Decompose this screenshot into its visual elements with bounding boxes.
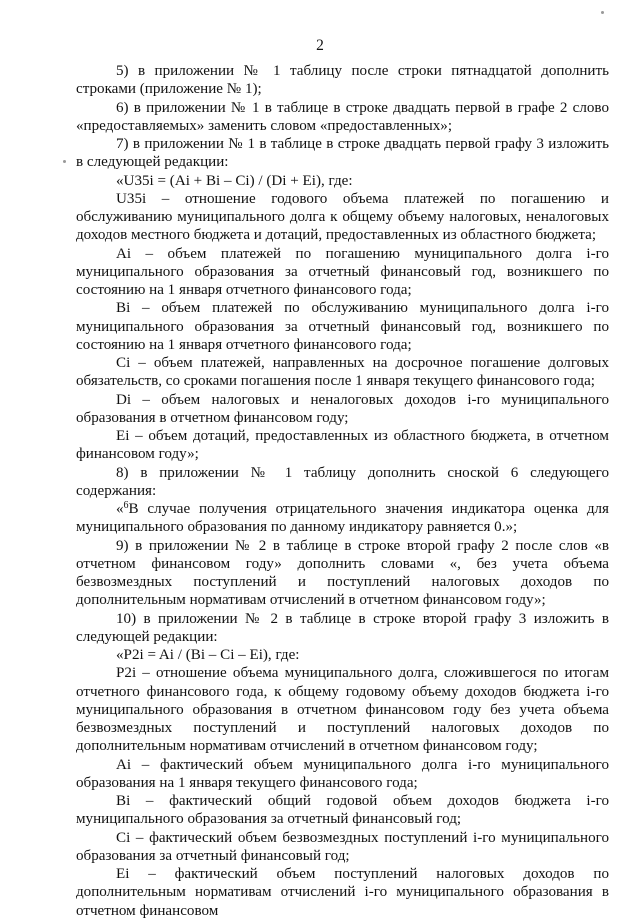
definition-ai-2: Ai – фактический объем муниципального долга i-го муниципального образования на 1 января текущего финансового года;: [76, 756, 609, 791]
definition-bi-2: Bi – фактический общий годовой объем доходов бюджета i-го муниципального образования за отчетный финансовый год;: [76, 793, 609, 828]
scan-speck: [63, 160, 66, 163]
formula-u35i: «U35i = (Ai + Bi – Ci) / (Di + Ei), где:: [116, 172, 353, 189]
paragraph-item-5: 5) в приложении № 1 таблицу после строки пятнадцатой дополнить строками (приложение № 1);: [76, 63, 609, 98]
definition-bi: Bi – объем платежей по обслуживанию муниципального долга i-го муниципального образования за отчетный финансовый год, возникшего по состоянию на 1 января отчетного финансового года;: [76, 300, 609, 353]
footnote-marker: 6: [123, 500, 129, 511]
paragraph-item-7: 7) в приложении № 1 в таблице в строке двадцать первой графу 3 изложить в следующей редакции:: [76, 136, 609, 171]
footnote-text: «$^6$В случае получения отрицательного значения индикатора оценка для муниципального образования по данному индикатору равняется 0.»;: [76, 500, 609, 536]
document-body: [76, 62, 609, 920]
definition-ei-2: Ei – фактический объем поступлений налоговых доходов по дополнительным нормативам отчислений i-го муниципального образования в отчетном финансовом: [76, 866, 609, 919]
definition-p2i: P2i – отношение объема муниципального долга, сложившегося по итогам отчетного финансового года, к общему годовому объему доходов бюджета i-го муниципального образования в отчетном финансовом году без учета объема безвозмездных поступлений и поступлений налоговых доходов по дополнительным нормативам отчислений в отчетном финансовом году;: [76, 665, 609, 755]
paragraph-item-6: 6) в приложении № 1 в таблице в строке двадцать первой в графе 2 слово «предоставляемых» заменить словом «предоставленных»;: [76, 99, 609, 134]
definition-ci: Ci – объем платежей, направленных на досрочное погашение долговых обязательств, со сроками погашения после 1 января текущего финансового года;: [76, 355, 609, 390]
definition-ei: Ei – объем дотаций, предоставленных из областного бюджета, в отчетном финансовом году»;: [76, 428, 609, 463]
definition-u35i: U35i – отношение годового объема платежей по погашению и обслуживанию муниципального долга к общему объему налоговых, неналоговых доходов местного бюджета и дотаций, предоставленных из областного бюджета;: [76, 190, 609, 244]
footnote-6-text: [76, 500, 609, 537]
definition-ci-2: Ci – фактический объем безвозмездных поступлений i-го муниципального образования за отчетный финансовый год;: [76, 829, 609, 864]
definition-ai: Ai – объем платежей по погашению муниципального долга i-го муниципального образования за отчетный финансовый год, возникшего по состоянию на 1 января отчетного финансового года;: [76, 245, 609, 298]
paragraph-item-9: 9) в приложении № 2 в таблице в строке второй графу 2 после слов «в отчетном финансовом году» дополнить словами «, без учета объема безвозмездных поступлений и поступлений налоговых доходов по дополнительным нормативам отчислений в отчетном финансовом году»;: [76, 537, 609, 609]
paragraph-item-10: 10) в приложении № 2 в таблице в строке второй графу 3 изложить в следующей редакции:: [76, 610, 609, 645]
scan-speck: [601, 11, 604, 14]
formula-p2i: «P2i = Ai / (Bi – Ci – Ei), где:: [116, 647, 300, 663]
definition-di: Di – объем налоговых и неналоговых доходов i-го муниципального образования в отчетном финансовом году;: [76, 391, 609, 426]
paragraph-item-8: 8) в приложении № 1 таблицу дополнить сноской 6 следующего содержания:: [76, 464, 609, 499]
page-number: 2: [316, 37, 324, 54]
